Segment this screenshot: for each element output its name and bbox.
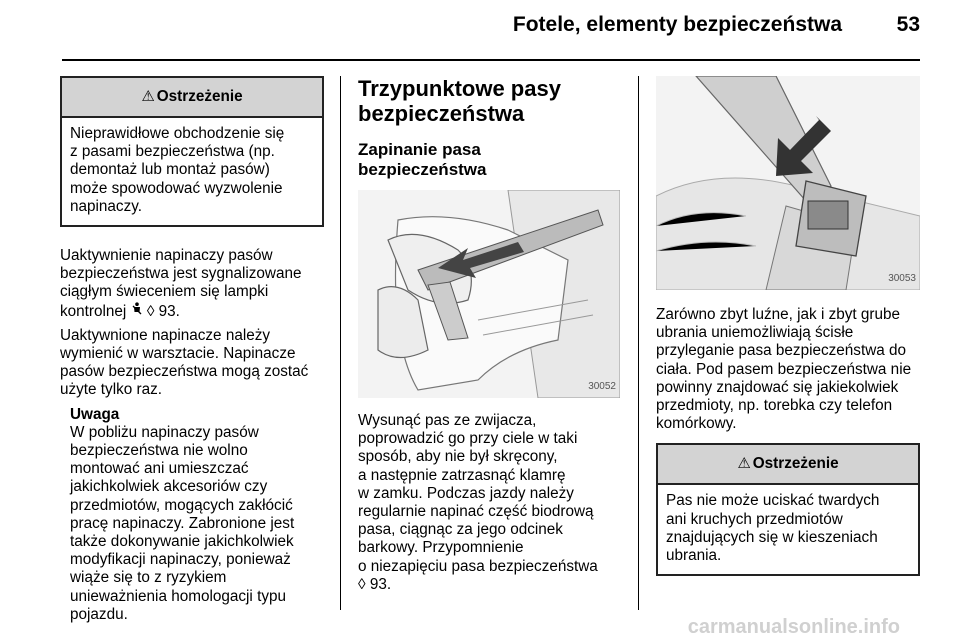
- warning-line: Pas nie może uciskać twardych: [666, 492, 880, 510]
- section-title: Trzypunktowe pasy bezpieczeństwa: [358, 76, 561, 126]
- warning-line: demontaż lub montaż pasów): [70, 161, 270, 179]
- text-line: pasów bezpieczeństwa mogą zostać: [60, 363, 309, 381]
- text-line: Wysunąć pas ze zwijacza,: [358, 412, 537, 429]
- left-column: [60, 76, 324, 624]
- note-block: [60, 406, 324, 624]
- note-line: modyfikacji napinaczy, ponieważ: [70, 551, 291, 569]
- page-reference-icon: ◊: [146, 302, 155, 320]
- warning-line: z pasami bezpieczeństwa (np.: [70, 143, 275, 161]
- text-line: regularnie napinać część biodrową: [358, 503, 594, 521]
- paragraph-pretensioner-activation: [60, 247, 324, 321]
- text-line: bezpieczeństwa jest sygnalizowane: [60, 265, 302, 283]
- text-line: a następnie zatrzasnąć klamrę: [358, 466, 566, 484]
- note-line: montować ani umieszczać: [70, 460, 249, 478]
- text-line: o niezapięciu pasa bezpieczeństwa: [358, 557, 598, 575]
- paragraph-pretensioner-replacement: [60, 327, 324, 400]
- warning-box-title: Ostrzeżenie: [752, 455, 839, 473]
- text-line: sposób, aby nie był skręcony,: [358, 448, 558, 466]
- column-divider-right: [638, 76, 639, 610]
- warning-line: ani kruchych przedmiotów: [666, 510, 843, 528]
- text-line: komórkowy.: [656, 415, 737, 433]
- note-line: unieważnienia homologacji typu: [70, 587, 286, 605]
- warning-line: Nieprawidłowe obchodzenie się: [70, 125, 285, 142]
- warning-box-body: [62, 118, 322, 225]
- watermark: carmanualsonline.info: [687, 616, 900, 638]
- page-reference[interactable]: 93.: [369, 575, 392, 593]
- note-title: Uwaga: [70, 405, 120, 423]
- text-line-reference: [358, 576, 626, 594]
- warning-box-header: [658, 445, 918, 485]
- note-line: pojazdu.: [70, 605, 128, 623]
- figure-number: 30052: [588, 380, 616, 392]
- warning-triangle-icon: ⚠: [141, 87, 155, 105]
- figure-seatbelt-buckle-illustration: [656, 76, 920, 290]
- text-line: użyte tylko raz.: [60, 381, 163, 399]
- warning-box-header: [62, 78, 322, 118]
- note-line: przedmiotów, mogących zakłócić: [70, 496, 293, 514]
- note-line: W pobliżu napinaczy pasów: [70, 423, 259, 441]
- text-line: kontrolnej: [60, 302, 127, 320]
- warning-box-airbag: [60, 76, 324, 227]
- figure-seatbelt-fastening-illustration: [358, 190, 620, 398]
- text-line: w zamku. Podczas jazdy należy: [358, 484, 574, 502]
- text-line: ciągłym świeceniem się lampki: [60, 283, 269, 301]
- text-line: wymienić w warsztacie. Napinacze: [60, 345, 296, 363]
- text-line: powinny znajdować się jakiekolwiek: [656, 378, 899, 396]
- warning-box-hard-objects: [656, 443, 920, 576]
- warning-line: może spowodować wyzwolenie: [70, 179, 283, 197]
- note-line: wiąże się to z ryzykiem: [70, 569, 227, 587]
- text-line: przedmioty, np. torebka czy telefon: [656, 397, 893, 415]
- text-line: barkowy. Przypomnienie: [358, 539, 524, 557]
- warning-line: napinaczy.: [70, 197, 142, 215]
- warning-box-title: Ostrzeżenie: [156, 87, 243, 105]
- warning-line: znajdujących się w kieszeniach: [666, 528, 878, 546]
- text-line: pasa, ciągnąc za jego odcinek: [358, 521, 563, 539]
- page-reference-icon: ◊: [358, 575, 366, 593]
- column-divider-left: [340, 76, 341, 610]
- figure-number: 30053: [888, 272, 916, 284]
- text-line: poprowadzić go przy ciele w taki: [358, 430, 578, 448]
- header-rule: [62, 59, 920, 61]
- warning-box-body: [658, 485, 918, 574]
- warning-triangle-icon: ⚠: [737, 455, 751, 473]
- note-line: pracę napinaczy. Zabronione jest: [70, 514, 295, 532]
- paragraph-clothing-advice: [656, 306, 920, 433]
- text-line: Zarówno zbyt luźne, jak i zbyt grube: [656, 306, 901, 323]
- text-line: przyleganie pasa bezpieczeństwa do: [656, 342, 907, 360]
- page-number: 53: [896, 13, 920, 36]
- text-line: Uaktywnione napinacze należy: [60, 326, 271, 344]
- right-column: [656, 76, 920, 576]
- text-line: ubrania uniemożliwiają ścisłe: [656, 324, 854, 342]
- subsection-title: Zapinanie pasa bezpieczeństwa: [358, 140, 487, 179]
- note-line: bezpieczeństwa nie wolno: [70, 442, 248, 460]
- warning-line: ubrania.: [666, 547, 722, 565]
- note-line: jakichkolwiek akcesoriów czy: [70, 478, 268, 496]
- paragraph-fastening-instructions: [358, 412, 626, 594]
- page-reference[interactable]: 93.: [158, 302, 180, 320]
- note-line: także dokonywanie jakichkolwiek: [70, 533, 294, 551]
- text-line: Uaktywnienie napinaczy pasów: [60, 247, 273, 265]
- middle-column: [358, 76, 626, 594]
- figure-seatbelt-buckle: [656, 76, 920, 290]
- seatbelt-warning-icon: [131, 303, 147, 320]
- figure-seatbelt-fastening: [358, 190, 620, 398]
- text-line: ciała. Pod pasem bezpieczeństwa nie: [656, 360, 912, 378]
- page-header-title: Fotele, elementy bezpieczeństwa: [512, 13, 842, 36]
